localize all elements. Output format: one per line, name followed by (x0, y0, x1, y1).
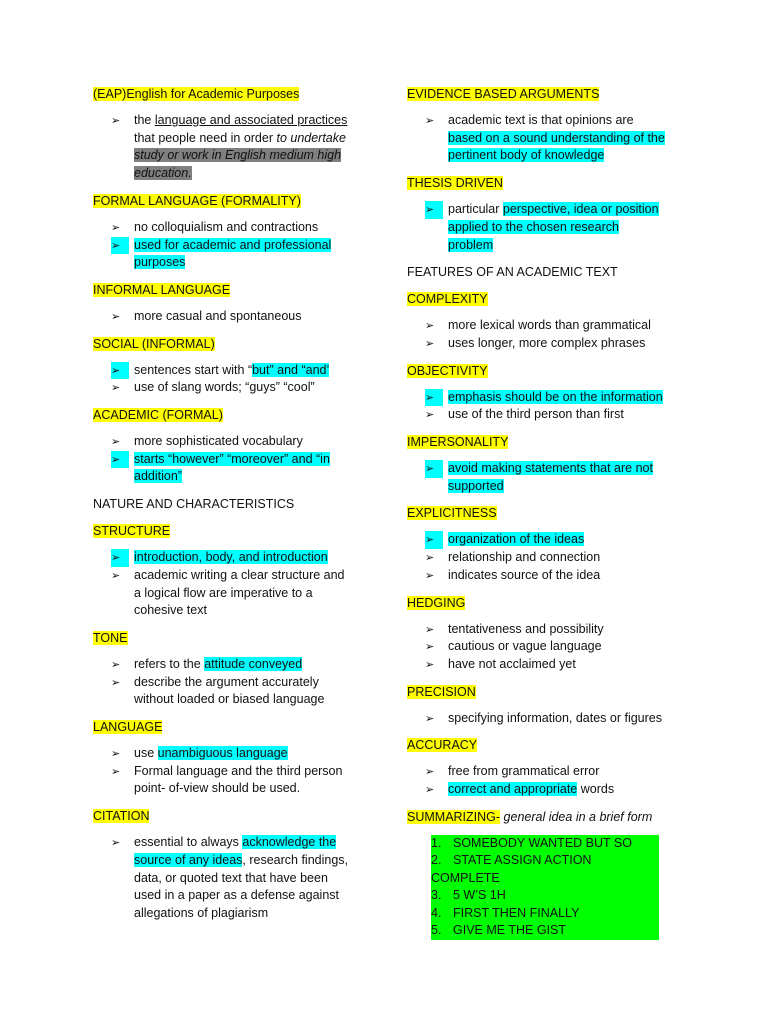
list-item: ➢ used for academic and professional purposes (111, 237, 332, 270)
nature-title: NATURE AND CHARACTERISTICS (93, 497, 295, 512)
features-title: FEATURES OF AN ACADEMIC TEXT (407, 265, 618, 280)
academic-heading: ACADEMIC (FORMAL) (93, 408, 223, 423)
arrowhead-bullet-icon: ➢ (425, 336, 435, 350)
arrowhead-bullet-icon: ➢ (111, 220, 121, 234)
list-item: ➢ indicates source of the idea (407, 567, 697, 585)
arrowhead-bullet-icon: ➢ (111, 568, 121, 582)
explicitness-list (407, 531, 697, 584)
list-item: 1. SOMEBODY WANTED BUT SO (407, 835, 697, 853)
summarizing-list (407, 835, 697, 940)
arrowhead-bullet-icon: ➢ (425, 319, 435, 333)
list-item: ➢ academic writing a clear structure and a logical flow are imperative to a cohesive text (111, 567, 345, 618)
list-item: ➢ describe the argument accurately without loaded or biased language (111, 674, 325, 707)
impersonality-list (407, 460, 697, 495)
academic-list (93, 433, 368, 486)
list-item: ➢ specifying information, dates or figures (407, 710, 697, 728)
list-item: ➢ relationship and connection (407, 549, 697, 567)
formal-list (93, 219, 368, 272)
arrowhead-bullet-icon: ➢ (111, 836, 121, 850)
right-column (407, 85, 697, 940)
list-item: 2. STATE ASSIGN ACTION COMPLETE (407, 852, 697, 887)
list-item: ➢ no colloquialism and contractions (93, 219, 368, 237)
arrowhead-bullet-icon: ➢ (111, 381, 121, 395)
arrowhead-bullet-icon: ➢ (425, 201, 443, 219)
arrowhead-bullet-icon: ➢ (111, 657, 121, 671)
list-item: ➢ Formal language and the third person point- of-view should be used. (111, 763, 343, 796)
list-item: ➢ free from grammatical error (407, 763, 697, 781)
structure-list (93, 549, 368, 620)
objectivity-heading: OBJECTIVITY (407, 363, 488, 378)
list-item: ➢ tentativeness and possibility (407, 621, 697, 639)
list-item: ➢ particular perspective, idea or position applied to the chosen research problem (425, 202, 659, 252)
arrowhead-bullet-icon: ➢ (111, 549, 129, 567)
arrowhead-bullet-icon: ➢ (425, 408, 435, 422)
hedging-list (407, 621, 697, 674)
arrowhead-bullet-icon: ➢ (111, 237, 129, 255)
arrowhead-bullet-icon: ➢ (425, 640, 435, 654)
complexity-list (407, 317, 697, 352)
left-column (93, 85, 368, 932)
citation-list (93, 834, 368, 923)
thesis-list (407, 201, 697, 254)
list-item: ➢ refers to the attitude conveyed (93, 656, 368, 674)
social-heading: SOCIAL (INFORMAL) (93, 336, 215, 351)
arrowhead-bullet-icon: ➢ (111, 451, 129, 469)
precision-heading: PRECISION (407, 684, 476, 699)
arrowhead-bullet-icon: ➢ (425, 711, 435, 725)
tone-heading: TONE (93, 630, 128, 645)
list-item: ➢ cautious or vague language (407, 638, 697, 656)
arrowhead-bullet-icon: ➢ (111, 309, 121, 323)
citation-heading: CITATION (93, 809, 150, 824)
eap-list (93, 112, 368, 183)
list-item: ➢ more sophisticated vocabulary (93, 433, 368, 451)
arrowhead-bullet-icon: ➢ (425, 114, 435, 127)
arrowhead-bullet-icon: ➢ (111, 435, 121, 449)
social-list (93, 362, 368, 397)
list-item: ➢ emphasis should be on the information (407, 389, 697, 407)
arrowhead-bullet-icon: ➢ (425, 460, 443, 478)
impersonality-heading: IMPERSONALITY (407, 435, 509, 450)
eap-heading: (EAP)English for Academic Purposes (93, 87, 300, 101)
list-item: ➢ use unambiguous language (93, 745, 368, 763)
list-item: ➢ more lexical words than grammatical (407, 317, 697, 335)
arrowhead-bullet-icon: ➢ (425, 551, 435, 565)
list-item: ➢ avoid making statements that are not supported (425, 461, 653, 493)
arrowhead-bullet-icon: ➢ (425, 657, 435, 671)
structure-heading: STRUCTURE (93, 524, 171, 539)
list-item: ➢ essential to always acknowledge the source of any ideas, research findings, data, or quoted text that have been used in a paper as a defense against allegations of plagiarism (111, 835, 349, 920)
accuracy-list (407, 763, 697, 798)
list-item: ➢ the language and associated practices that people need in order to undertake study or work in English medium high education. (111, 113, 348, 181)
complexity-heading: COMPLEXITY (407, 292, 488, 307)
arrowhead-bullet-icon: ➢ (425, 389, 443, 407)
arrowhead-bullet-icon: ➢ (111, 764, 121, 778)
list-item: ➢ use of slang words; “guys” “cool” (93, 379, 368, 397)
language-heading: LANGUAGE (93, 720, 163, 735)
arrowhead-bullet-icon: ➢ (111, 114, 121, 127)
list-item: 5. GIVE ME THE GIST (407, 922, 697, 940)
explicitness-heading: EXPLICITNESS (407, 506, 497, 521)
evidence-heading: EVIDENCE BASED ARGUMENTS (407, 87, 600, 101)
arrowhead-bullet-icon: ➢ (111, 362, 129, 380)
arrowhead-bullet-icon: ➢ (425, 765, 435, 779)
evidence-list (407, 112, 697, 165)
objectivity-list (407, 389, 697, 424)
hedging-heading: HEDGING (407, 595, 466, 610)
arrowhead-bullet-icon: ➢ (111, 675, 121, 689)
arrowhead-bullet-icon: ➢ (425, 568, 435, 582)
list-item: ➢ uses longer, more complex phrases (407, 335, 697, 353)
list-item: ➢ correct and appropriate words (407, 781, 697, 799)
list-item: ➢ sentences start with “but” and “and’ (93, 362, 368, 380)
accuracy-heading: ACCURACY (407, 738, 478, 753)
informal-list (93, 308, 368, 326)
formal-heading: FORMAL LANGUAGE (FORMALITY) (93, 193, 301, 208)
thesis-heading: THESIS DRIVEN (407, 176, 503, 191)
list-item: ➢ more casual and spontaneous (93, 308, 368, 326)
list-item: ➢ organization of the ideas (407, 531, 697, 549)
list-item: ➢ academic text is that opinions are based on a sound understanding of the pertinent body of knowledge (425, 113, 665, 163)
tone-list (93, 656, 368, 709)
list-item: ➢ introduction, body, and introduction (93, 549, 368, 567)
arrowhead-bullet-icon: ➢ (425, 531, 443, 549)
list-item: 4. FIRST THEN FINALLY (407, 905, 697, 923)
list-item: 3. 5 W’S 1H (407, 887, 697, 905)
list-item: ➢ use of the third person than first (407, 406, 697, 424)
summarizing-heading: SUMMARIZING- general idea in a brief form (407, 809, 653, 824)
list-item: ➢ have not acclaimed yet (407, 656, 697, 674)
arrowhead-bullet-icon: ➢ (425, 622, 435, 636)
informal-heading: INFORMAL LANGUAGE (93, 282, 231, 297)
arrowhead-bullet-icon: ➢ (425, 783, 435, 797)
list-item: ➢ starts “however” “moreover” and “in addition” (111, 451, 330, 484)
language-list (93, 745, 368, 798)
precision-list (407, 710, 697, 728)
arrowhead-bullet-icon: ➢ (111, 747, 121, 761)
